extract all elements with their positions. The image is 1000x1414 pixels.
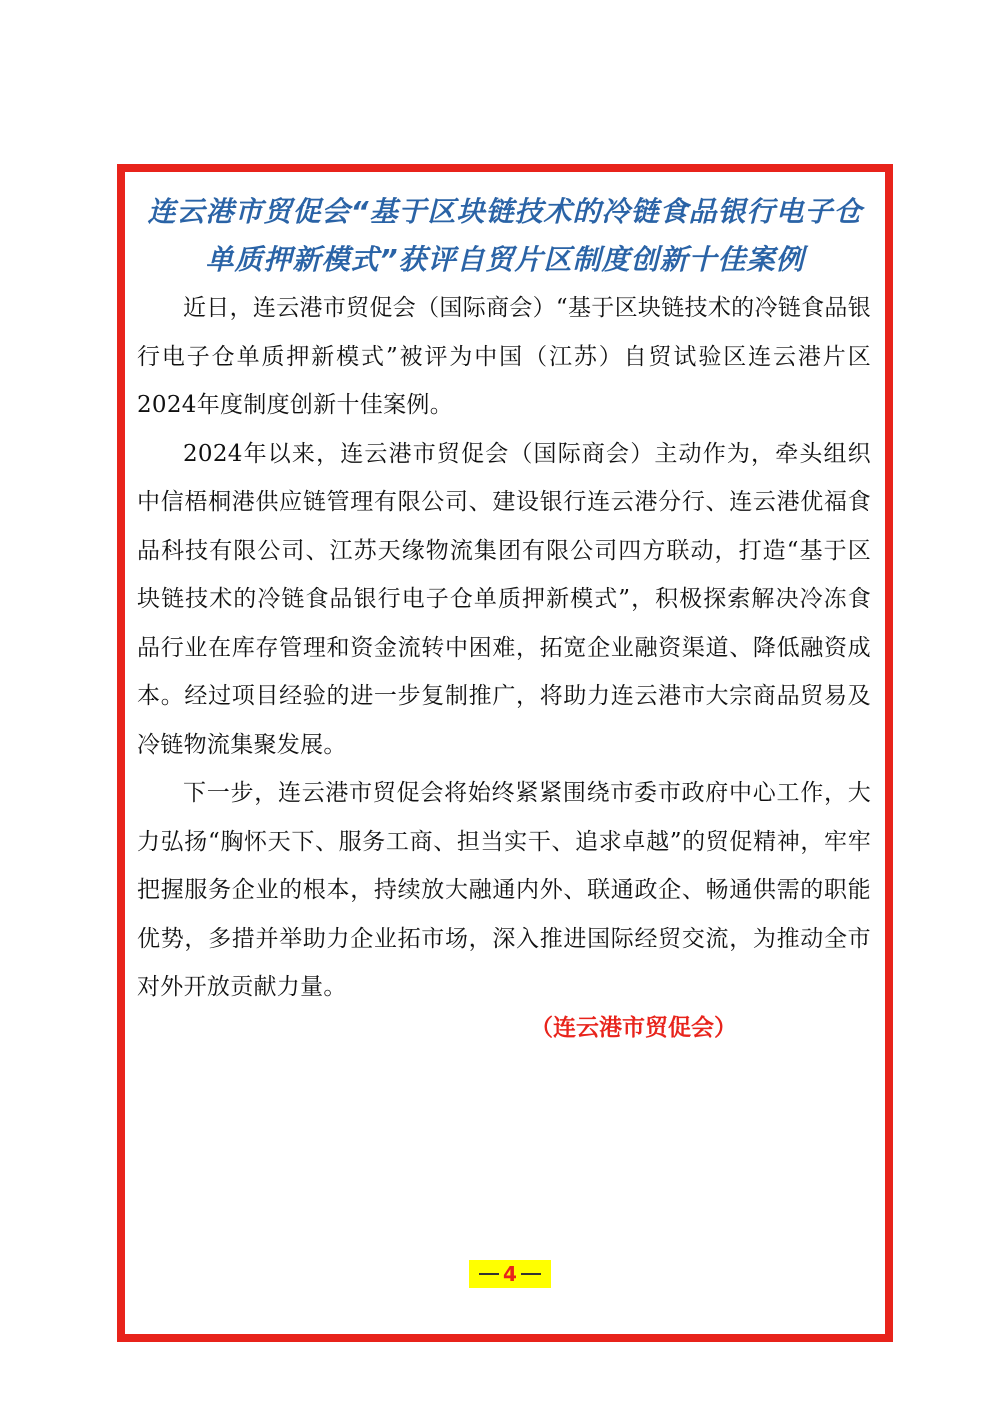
article-signature: （连云港市贸促会）: [530, 1015, 737, 1041]
paragraph-3: 下一步，连云港市贸促会将始终紧紧围绕市委市政府中心工作，大力弘扬“胸怀天下、服务工商、担当实干、追求卓越”的贸促精神，牢牢把握服务企业的根本，持续放大融通内外、联通政企、畅通供需的职能优势，多措并举助力企业拓市场，深入推进国际经贸交流，为推动全市对外开放贡献力量。: [137, 780, 871, 1000]
page-number-badge: [469, 1260, 551, 1288]
page-frame: [117, 164, 893, 1342]
left-dash: [479, 1273, 499, 1275]
article-title: 连云港市贸促会“基于区块链技术的冷链食品银行电子仓单质押新模式”获评自贸片区制度创新十佳案例: [147, 195, 863, 276]
page-number: 4: [503, 1262, 517, 1286]
paragraph-1: 近日，连云港市贸促会（国际商会）“基于区块链技术的冷链食品银行电子仓单质押新模式”被评为中国（江苏）自贸试验区连云港片区2024年度制度创新十佳案例。: [137, 295, 871, 418]
article-body: [137, 284, 871, 1012]
right-dash: [521, 1273, 541, 1275]
paragraph-2: 2024年以来，连云港市贸促会（国际商会）主动作为，牵头组织中信梧桐港供应链管理有限公司、建设银行连云港分行、连云港优福食品科技有限公司、江苏天缘物流集团有限公司四方联动，打造“基于区块链技术的冷链食品银行电子仓单质押新模式”，积极探索解决冷冻食品行业在库存管理和资金流转中困难，拓宽企业融资渠道、降低融资成本。经过项目经验的进一步复制推广，将助力连云港市大宗商品贸易及冷链物流集聚发展。: [137, 440, 871, 758]
